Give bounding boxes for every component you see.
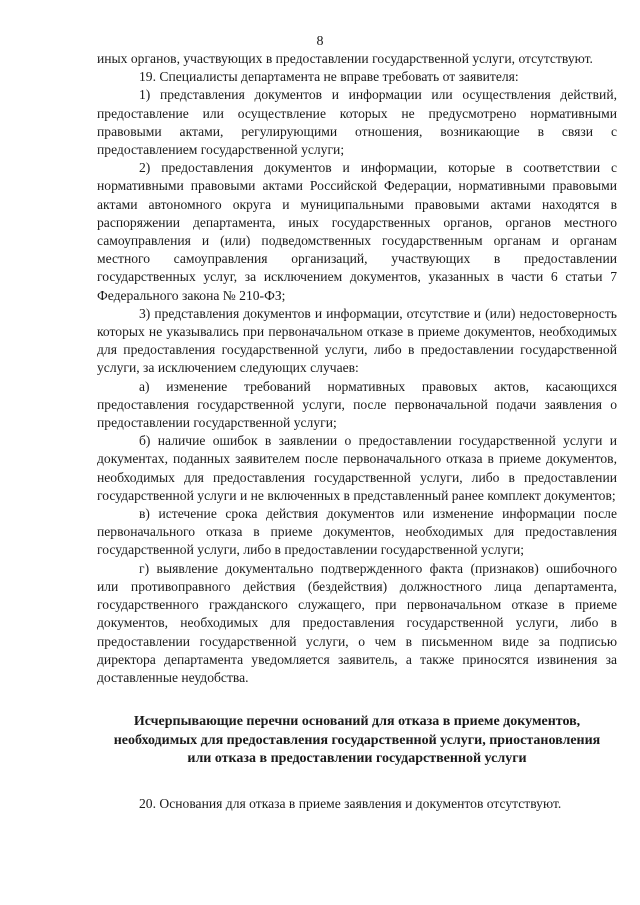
paragraph-item-19: 19. Специалисты департамента не вправе требовать от заявителя:	[139, 69, 519, 85]
paragraph-subitem-3: 3) представления документов и информации, отсутствие и (или) недостоверность которых не указывались при первоначальном отказе в приеме документов, необходимых для предоставления государственной услуги, либо в предоставлении государственной услуги, за исключением следующих случаев:	[97, 305, 617, 376]
paragraph-case-v: в) истечение срока действия документов или изменение информации после первоначального отказа в приеме документов, необходимых для предоставления государственной услуги, либо в предоставлении государственной услуги;	[97, 506, 617, 558]
section-heading: Исчерпывающие перечни оснований для отказа в приеме документов, необходимых для предоставления государственной услуги, приостановления или отказа в предоставлении государственной услуги	[113, 714, 601, 767]
document-body	[97, 50, 617, 813]
paragraph-subitem-1: 1) представления документов и информации или осуществления действий, предоставление или осуществление которых не предусмотрено нормативными правовыми актами, регулирующими отношения, возникающие в связи с предоставлением государственной услуги;	[97, 87, 617, 158]
paragraph-case-a: а) изменение требований нормативных правовых актов, касающихся предоставления государственной услуги, после первоначальной подачи заявления о предоставлении государственной услуги;	[97, 378, 617, 431]
paragraph-case-b: б) наличие ошибок в заявлении о предоставлении государственной услуги и документах, поданных заявителем после первоначального отказа в приеме документов, необходимых для предоставления государственной услуги, либо в предоставлении государственной услуги и не включенных в представленный ранее комплект документов;	[97, 433, 617, 503]
paragraph-case-g: г) выявление документально подтвержденного факта (признаков) ошибочного или противоправного действия (бездействия) должностного лица департамента, государственного гражданского служащего, при первоначальном отказе в приеме документов, необходимых для предоставления государственной услуги, либо в предоставлении государственной услуги, о чем в письменном виде за подписью директора департамента уведомляется заявитель, а также приносятся извинения за доставленные неудобства.	[97, 560, 617, 685]
paragraph-continuation: иных органов, участвующих в предоставлении государственной услуги, отсутствуют.	[97, 51, 593, 66]
paragraph-item-20: 20. Основания для отказа в приеме заявления и документов отсутствуют.	[139, 795, 562, 811]
page-number: 8	[316, 34, 324, 49]
paragraph-subitem-2: 2) предоставления документов и информации, которые в соответствии с нормативными правовыми актами Российской Федерации, нормативными правовыми актами автономного округа и муниципальными правовыми актами находятся в распоряжении департамента, иных государственных органов, органов местного самоуправления и (или) подведомственных государственным органам и органам местного самоуправления организаций, участвующих в предоставлении государственных услуг, за исключением документов, указанных в части 6 статьи 7 Федерального закона № 210-ФЗ;	[97, 160, 617, 303]
